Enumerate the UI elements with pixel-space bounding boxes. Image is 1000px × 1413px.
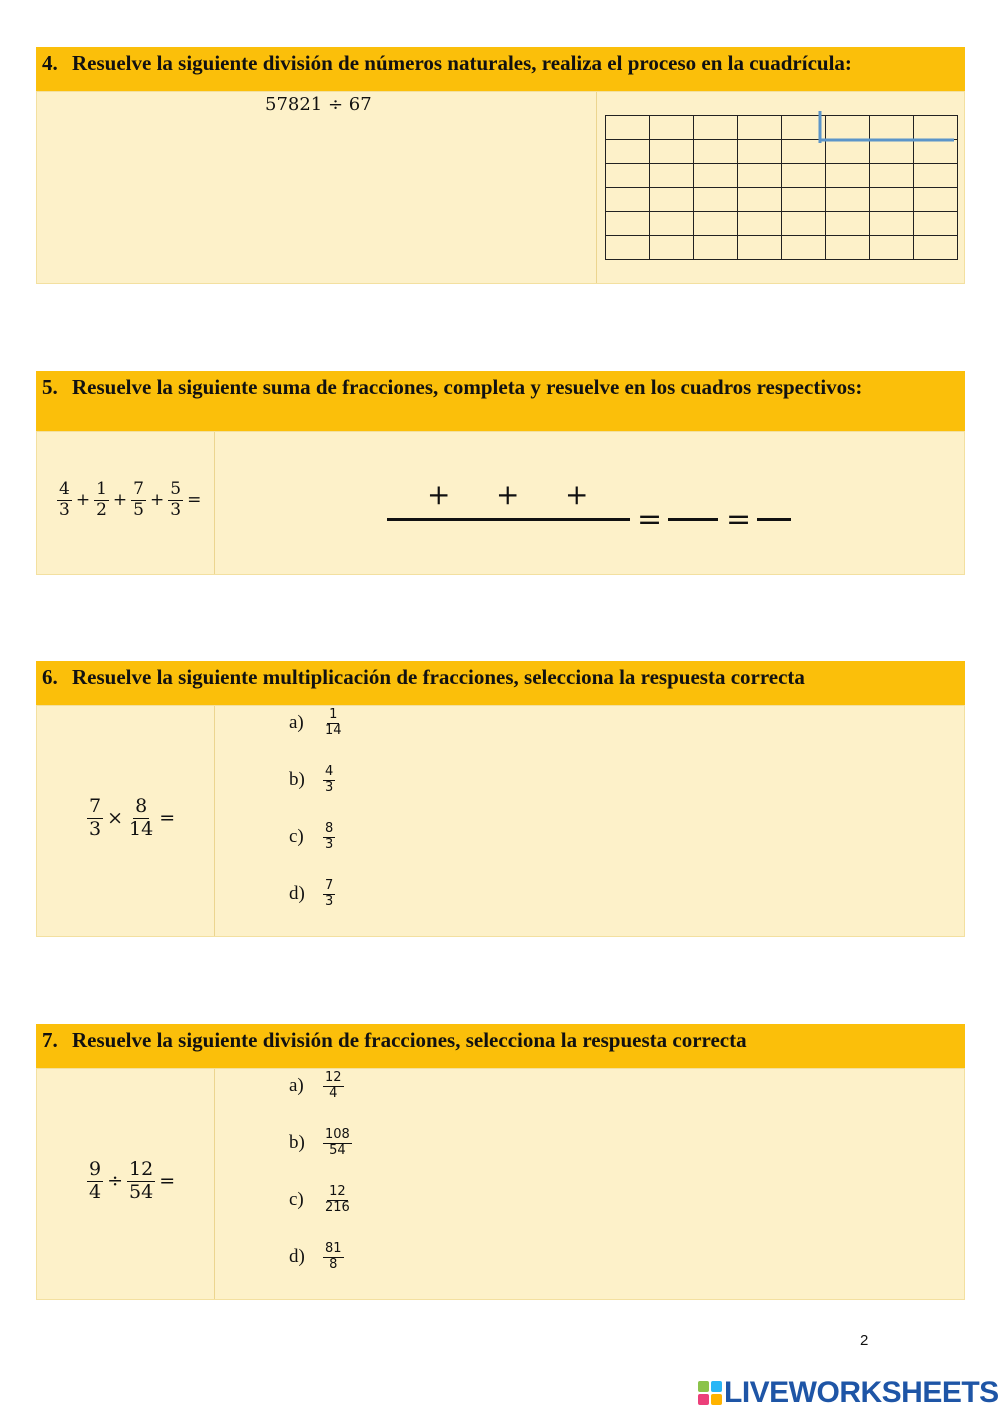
answer-fraction-line-2[interactable] [668, 518, 718, 521]
grid-cell[interactable] [650, 164, 694, 188]
grid-cell[interactable] [782, 188, 826, 212]
q7-dividend: $\frac{9}{4}$ [89, 1158, 102, 1203]
grid-cell[interactable] [870, 212, 914, 236]
grid-cell[interactable] [694, 236, 738, 260]
grid-cell[interactable] [694, 116, 738, 140]
grid-cell[interactable] [870, 164, 914, 188]
answer-plus-1: + [427, 478, 451, 511]
grid-cell[interactable] [914, 236, 958, 260]
q4-divider [596, 92, 597, 283]
answer-fraction-line-1[interactable] [387, 518, 630, 521]
q7-option-c[interactable]: c) $\frac{12}{216}$ [289, 1184, 350, 1215]
answer-equals-2: = [726, 502, 752, 537]
q6-factor-1: $\frac{7}{3}$ [89, 795, 102, 840]
grid-cell[interactable] [694, 212, 738, 236]
grid-cell[interactable] [650, 140, 694, 164]
q6-body [36, 705, 965, 937]
q6-header [36, 661, 965, 705]
grid-row [606, 212, 958, 236]
grid-cell[interactable] [738, 188, 782, 212]
q4-header [36, 47, 965, 91]
grid-cell[interactable] [606, 188, 650, 212]
q5-title: Resuelve la siguiente suma de fracciones, completa y resuelve en los cuadros respectivos: [72, 375, 863, 399]
grid-cell[interactable] [826, 188, 870, 212]
grid-row [606, 164, 958, 188]
q6-option-c[interactable]: c) $\frac{8}{3}$ [289, 821, 334, 852]
q7-body [36, 1068, 965, 1300]
grid-cell[interactable] [782, 236, 826, 260]
q6-divider [214, 706, 215, 936]
grid-cell[interactable] [782, 164, 826, 188]
grid-cell[interactable] [870, 236, 914, 260]
q7-option-d[interactable]: d) $\frac{81}{8}$ [289, 1241, 342, 1272]
q7-divider [214, 1069, 215, 1299]
grid-cell[interactable] [738, 164, 782, 188]
grid-cell[interactable] [606, 164, 650, 188]
page-number: 2 [860, 1332, 869, 1349]
grid-cell[interactable] [870, 188, 914, 212]
grid-cell[interactable] [650, 212, 694, 236]
grid-cell[interactable] [914, 188, 958, 212]
grid-cell[interactable] [738, 212, 782, 236]
q4-number: 4. [42, 51, 58, 75]
grid-cell[interactable] [738, 140, 782, 164]
grid-cell[interactable] [826, 212, 870, 236]
q4-body [36, 91, 965, 284]
grid-cell[interactable] [694, 164, 738, 188]
q7-header [36, 1024, 965, 1068]
q5-term-3: $\frac{7}{5}$ [133, 479, 144, 520]
grid-cell[interactable] [738, 116, 782, 140]
q7-option-b[interactable]: b) $\frac{108}{54}$ [289, 1127, 350, 1158]
answer-plus-2: + [496, 478, 520, 511]
q5-body [36, 431, 965, 575]
grid-cell[interactable] [650, 188, 694, 212]
q7-number: 7. [42, 1028, 58, 1052]
q6-factor-2: $\frac{8}{14}$ [129, 795, 154, 840]
q4-title: Resuelve la siguiente división de números naturales, realiza el proceso en la cuadrícula: [72, 51, 852, 75]
grid-cell[interactable] [606, 212, 650, 236]
liveworksheets-logo[interactable] [698, 1376, 999, 1410]
q6-title: Resuelve la siguiente multiplicación de fracciones, selecciona la respuesta correcta [72, 665, 805, 689]
division-bracket [815, 109, 955, 149]
q6-option-d[interactable]: d) $\frac{7}{3}$ [289, 878, 334, 909]
grid-cell[interactable] [826, 236, 870, 260]
q7-expression: $\frac{9}{4}$ ÷ $\frac{12}{54}$ = [89, 1158, 176, 1203]
q5-term-1: $\frac{4}{3}$ [59, 479, 70, 520]
grid-cell[interactable] [650, 236, 694, 260]
grid-cell[interactable] [606, 116, 650, 140]
q5-number: 5. [42, 375, 58, 399]
q6-option-b[interactable]: b) $\frac{4}{3}$ [289, 764, 334, 795]
q6-expression: $\frac{7}{3}$ × $\frac{8}{14}$ = [89, 795, 176, 840]
grid-cell[interactable] [694, 188, 738, 212]
grid-cell[interactable] [650, 116, 694, 140]
grid-cell[interactable] [914, 212, 958, 236]
grid-cell[interactable] [914, 164, 958, 188]
grid-cell[interactable] [738, 236, 782, 260]
q6-option-a[interactable]: a) $\frac{1}{14}$ [289, 707, 342, 738]
grid-row [606, 188, 958, 212]
q4-division: 57821 ÷ 67 [265, 94, 372, 115]
q5-term-4: $\frac{5}{3}$ [170, 479, 182, 520]
grid-cell[interactable] [606, 140, 650, 164]
q7-divisor: $\frac{12}{54}$ [129, 1158, 154, 1203]
answer-equals-1: = [637, 502, 663, 537]
answer-plus-3: + [565, 478, 589, 511]
grid-cell[interactable] [826, 164, 870, 188]
q5-divider [214, 432, 215, 574]
answer-fraction-line-3[interactable] [757, 518, 791, 521]
grid-cell[interactable] [606, 236, 650, 260]
logo-mark-icon [698, 1381, 722, 1405]
q6-number: 6. [42, 665, 58, 689]
q5-header [36, 371, 965, 431]
logo-wordmark: LIVEWORKSHEETS [724, 1376, 999, 1409]
q7-option-a[interactable]: a) $\frac{12}{4}$ [289, 1070, 342, 1101]
grid-cell[interactable] [694, 140, 738, 164]
grid-row [606, 236, 958, 260]
q5-term-2: $\frac{1}{2}$ [96, 479, 107, 520]
q7-title: Resuelve la siguiente división de fracciones, selecciona la respuesta correcta [72, 1028, 747, 1052]
grid-cell[interactable] [782, 212, 826, 236]
q5-expression: $\frac{4}{3}$ + $\frac{1}{2}$ + $\frac{7}{5}$ + $\frac{5}{3}$ = [59, 479, 202, 520]
